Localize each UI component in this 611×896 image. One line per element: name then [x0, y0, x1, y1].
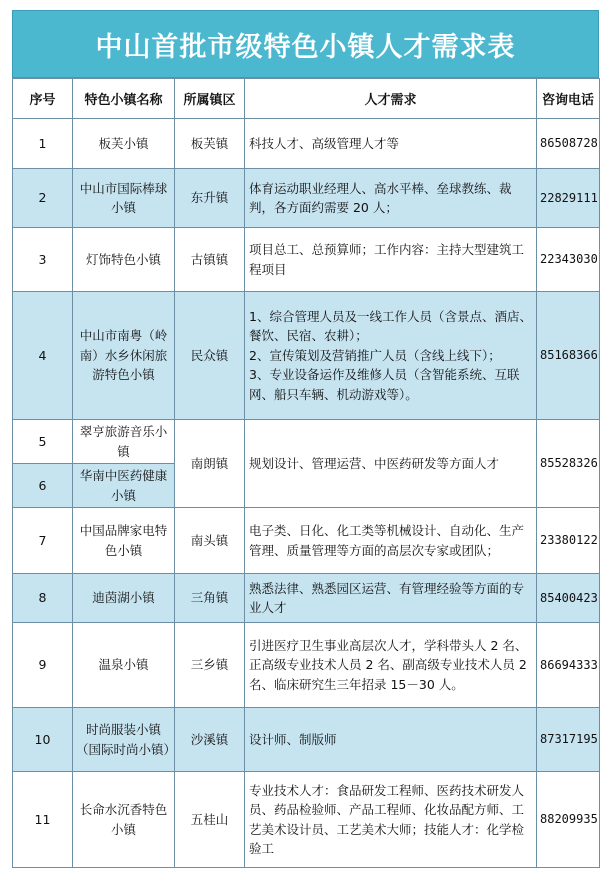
row-phone: 23380122	[537, 508, 600, 574]
table-row	[13, 508, 600, 574]
row-town: 翠亨旅游音乐小镇	[73, 420, 175, 464]
header-town: 特色小镇名称	[73, 79, 175, 119]
row-seq: 9	[13, 623, 73, 708]
row-town: 板芙小镇	[73, 119, 175, 169]
row-district: 三乡镇	[175, 623, 245, 708]
table-row	[13, 574, 600, 623]
row-seq: 6	[13, 464, 73, 508]
row-town: 长命水沉香特色小镇	[73, 772, 175, 868]
row-seq: 7	[13, 508, 73, 574]
requirement-line: 1、综合管理人员及一线工作人员（含景点、酒店、餐饮、民宿、农耕）；	[249, 309, 532, 344]
row-district: 东升镇	[175, 169, 245, 228]
row-requirement: 引进医疗卫生事业高层次人才，学科带头人 2 名、正高级专业技术人员 2 名、副高级专业技术人员 2 名、临床研究生三年招录 15－30 人。	[245, 623, 537, 708]
row-requirement: 电子类、日化、化工类等机械设计、自动化、生产管理、质量管理等方面的高层次专家或团队；	[245, 508, 537, 574]
header-seq: 序号	[13, 79, 73, 119]
row-town: 中山市南粤（岭南）水乡休闲旅游特色小镇	[73, 292, 175, 420]
header-district: 所属镇区	[175, 79, 245, 119]
row-phone: 87317195	[537, 708, 600, 772]
row-district: 三角镇	[175, 574, 245, 623]
row-requirement: 体育运动职业经理人、高水平棒、垒球教练、裁判，各方面约需要 20 人；	[245, 169, 537, 228]
row-seq: 8	[13, 574, 73, 623]
row-phone: 86694333	[537, 623, 600, 708]
row-requirement	[245, 292, 537, 420]
talent-demand-table	[12, 78, 600, 868]
row-phone: 22343030	[537, 228, 600, 292]
row-requirement: 专业技术人才：食品研发工程师、医药技术研发人员、药品检验师、产品工程师、化妆品配方师、工艺美术设计员、工艺美术大师；技能人才：化学检验工	[245, 772, 537, 868]
row-seq: 3	[13, 228, 73, 292]
row-requirement: 熟悉法律、熟悉园区运营、有管理经验等方面的专业人才	[245, 574, 537, 623]
table-row	[13, 420, 600, 464]
table-row	[13, 623, 600, 708]
row-phone: 22829111	[537, 169, 600, 228]
row-seq: 11	[13, 772, 73, 868]
row-requirement: 设计师、制版师	[245, 708, 537, 772]
row-town: 时尚服装小镇（国际时尚小镇）	[73, 708, 175, 772]
table-row	[13, 119, 600, 169]
row-town: 迪茵湖小镇	[73, 574, 175, 623]
row-phone: 85528326	[537, 420, 600, 508]
requirement-line: 3、专业设备运作及维修人员（含智能系统、互联网、船只车辆、机动游戏等）。	[249, 367, 520, 402]
row-district: 南头镇	[175, 508, 245, 574]
row-phone: 85400423	[537, 574, 600, 623]
row-requirement: 项目总工、总预算师；工作内容：主持大型建筑工程项目	[245, 228, 537, 292]
row-seq: 10	[13, 708, 73, 772]
requirement-line: 2、宣传策划及营销推广人员（含线上线下）；	[249, 347, 501, 363]
row-seq: 1	[13, 119, 73, 169]
row-town: 中国品牌家电特色小镇	[73, 508, 175, 574]
table-row	[13, 708, 600, 772]
table-row	[13, 169, 600, 228]
row-seq: 5	[13, 420, 73, 464]
row-town: 中山市国际棒球小镇	[73, 169, 175, 228]
header-phone: 咨询电话	[537, 79, 600, 119]
row-town: 温泉小镇	[73, 623, 175, 708]
page-title: 中山首批市级特色小镇人才需求表	[12, 10, 599, 78]
row-district: 民众镇	[175, 292, 245, 420]
table-header-row	[13, 79, 600, 119]
row-district: 板芙镇	[175, 119, 245, 169]
row-phone: 86508728	[537, 119, 600, 169]
table-row	[13, 228, 600, 292]
row-district: 南朗镇	[175, 420, 245, 508]
row-district: 古镇镇	[175, 228, 245, 292]
row-town: 华南中医药健康小镇	[73, 464, 175, 508]
row-district: 五桂山	[175, 772, 245, 868]
row-town: 灯饰特色小镇	[73, 228, 175, 292]
row-district: 沙溪镇	[175, 708, 245, 772]
table-row	[13, 292, 600, 420]
row-seq: 2	[13, 169, 73, 228]
row-seq: 4	[13, 292, 73, 420]
header-requirement: 人才需求	[245, 79, 537, 119]
row-requirement: 规划设计、管理运营、中医药研发等方面人才	[245, 420, 537, 508]
row-phone: 88209935	[537, 772, 600, 868]
table-row	[13, 772, 600, 868]
row-requirement: 科技人才、高级管理人才等	[245, 119, 537, 169]
row-phone: 85168366	[537, 292, 600, 420]
